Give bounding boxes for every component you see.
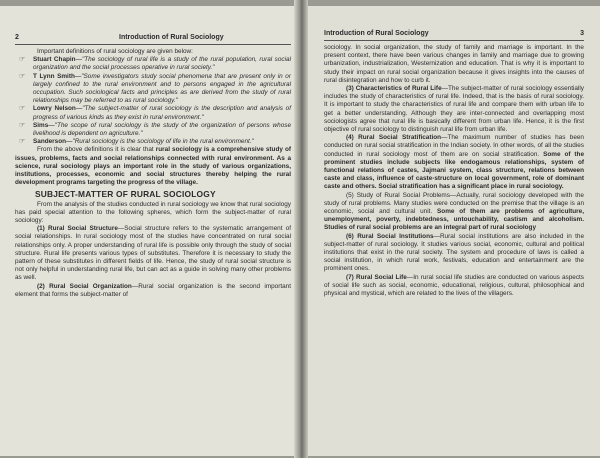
item-rural-social-stratification — [324, 134, 584, 191]
definition-quote: —"Rural sociology is the sociology of life in the rural environment." — [66, 138, 254, 146]
item-text: —In rural social life studies are conducted on various aspects of social life such as social, economic, educational, religious, cultural, philosophical and physical and mystical, which are related to the lives of the villagers. — [324, 273, 584, 298]
definition-quote: —"The scope of rural sociology is the study of the organization of persons whose livelihood is dependent on agriculture." — [33, 121, 291, 138]
page-number: 3 — [580, 30, 584, 37]
item-rural-social-structure — [15, 225, 291, 282]
page-number: 2 — [15, 34, 19, 41]
pointing-hand-icon: ☞ — [19, 121, 26, 129]
item-label: (1) Rural Social Structure — [37, 225, 118, 233]
item-rural-social-institutions — [324, 233, 584, 274]
left-page-header — [15, 28, 291, 45]
definition-item — [19, 73, 291, 106]
definition-item — [19, 56, 291, 72]
item-text: —Actually, rural sociology developed with the study of rural problems. Many studies were conducted on the premise that the village is an economic, social and cultural unit. — [324, 191, 584, 216]
running-head: Introduction of Rural Sociology — [324, 30, 429, 37]
definitions-intro: Important definitions of rural sociology are given below: — [37, 48, 193, 55]
pointing-hand-icon: ☞ — [19, 105, 26, 113]
definition-quote: —"The sociology of rural life is a study of the rural population, rural social organization and the social processes operative in rural society." — [33, 56, 292, 72]
summary-lead: From the above definitions it is clear that — [37, 146, 156, 154]
definition-item — [19, 138, 291, 146]
item-study-of-rural-social-problems — [324, 192, 584, 233]
continued-paragraph: sociology. In social organization, the study of family and marriage is important. In the present context, there have been various changes in family and marriage due to growing urbanization, industrialization, Westernization and education. That is why it is important to study their impact on rural social organization because it gives insights into the causes of rural disintegration and how to curb it. — [324, 44, 584, 84]
item-label: (6) Rural Social Institutions — [346, 232, 434, 240]
item-text-emphasis: Some of them are problems of agriculture, unemployment, poverty, indebtedness, untouchability, castism and alcoholism. Studies of rural social problems are an integral part of rural sociology — [324, 208, 584, 232]
pointing-hand-icon: ☞ — [19, 56, 26, 64]
definition-item — [19, 105, 291, 121]
item-text: —The maximum number of studies has been conducted on rural social stratification in the Indian society. In other words, of all the studies conducted in rural sociology most of them are on social stratification. — [324, 134, 584, 158]
item-label: (5) Study of Rural Social Problems — [346, 191, 450, 199]
item-label: (3) Characteristics of Rural Life — [346, 85, 442, 93]
item-rural-social-organization — [15, 283, 291, 299]
item-label: (4) Rural Social Stratification — [346, 134, 442, 142]
subject-intro: From the analysis of the studies conducted in rural sociology we know that rural sociology has paid special attention to the following spheres, which form the subject-matter of rural sociology: — [15, 200, 291, 225]
item-characteristics-of-rural-life — [324, 85, 584, 134]
definition-item — [19, 122, 291, 138]
item-label: (2) Rural Social Organization — [37, 282, 132, 290]
pointing-hand-icon: ☞ — [19, 72, 26, 80]
item-rural-social-life — [324, 274, 584, 299]
running-head: Introduction of Rural Sociology — [119, 34, 224, 41]
section-heading: SUBJECT-MATTER OF RURAL SOCIOLOGY — [35, 189, 216, 200]
summary-emphasis: rural sociology is a comprehensive study of issues, problems, facts and social relationships connected with rural environment. As a science, rural sociology plays an important role in the study of various organizations, institutions, processes, economic and social structures thereby helping the rural development programs targeting the progress of the village. — [15, 146, 291, 187]
item-text-emphasis: Some of the prominent studies include subjects like endogamous relationships, system of functional relations of castes, Jajmani system, class structure, relations between caste and class, influence of caste-structure on local government, role of dominant caste and others. Social stratification has a significant place in rural sociology. — [324, 150, 584, 191]
pointing-hand-icon: ☞ — [19, 138, 26, 146]
definition-author: Sims — [33, 121, 49, 129]
definition-author: Sanderson — [33, 138, 67, 146]
right-page-body — [324, 44, 584, 298]
definition-author: Lowry Nelson — [33, 105, 76, 113]
left-page — [0, 6, 300, 456]
book-spine — [294, 0, 308, 458]
definition-author: T Lynn Smith — [33, 72, 75, 80]
item-text: —The subject-matter of rural sociology essentially includes the study of characteristics of rural life. Indeed, that is the basis of rural sociology. It is important to study the characteristics of rural life and compare them with urban life to get a better understanding. Although they are inter-connected and overlapping most sociologists agree that rural life is basically different from urban life. Hence, it is the first objective of rural sociology to distinguish rural life from urban life. — [324, 85, 584, 134]
summary-paragraph — [15, 146, 291, 187]
right-page — [302, 6, 600, 456]
definition-author: Stuart Chapin — [33, 56, 76, 64]
left-page-body — [15, 48, 291, 299]
item-text: —Rural social institutions are also included in the subject-matter of rural sociology. It studies various social, economic, cultural and political institutions that exist in the rural society. The system and procedure of laws is called a social institution, in which rural work, festivals, education and entertainment are the prominent ones. — [324, 232, 585, 273]
item-text: —Rural social organization is the second important element that forms the subject-matter of — [15, 282, 291, 298]
right-page-header — [324, 24, 584, 41]
definition-quote: —"The subject-matter of rural sociology is the description and analysis of progress of various kinds as they exist in rural environment." — [33, 105, 292, 121]
item-text: —Social structure refers to the systematic arrangement of social relationships. In rural sociology most of the studies have concentrated on rural social relationships only. A proper understanding of rural life is possible only through the study of social structure. Rural life presents various types of substitutes. Therefore it is necessary to study the pattern of these substitutes in different fields of life. Hence, the study of rural social structure is not only helpful in understanding rural life, but can act as a guide in solving many other problems as well. — [15, 225, 291, 282]
item-label: (7) Rural Social Life — [346, 273, 407, 281]
definition-quote: —"Some investigators study social phenomena that are present only in or largely confined to the rural environment and to persons engaged in the agricultural occupation. Such sociological facts and principles as are derived from the study of rural relationships may be referred to as rural sociology." — [33, 72, 291, 105]
